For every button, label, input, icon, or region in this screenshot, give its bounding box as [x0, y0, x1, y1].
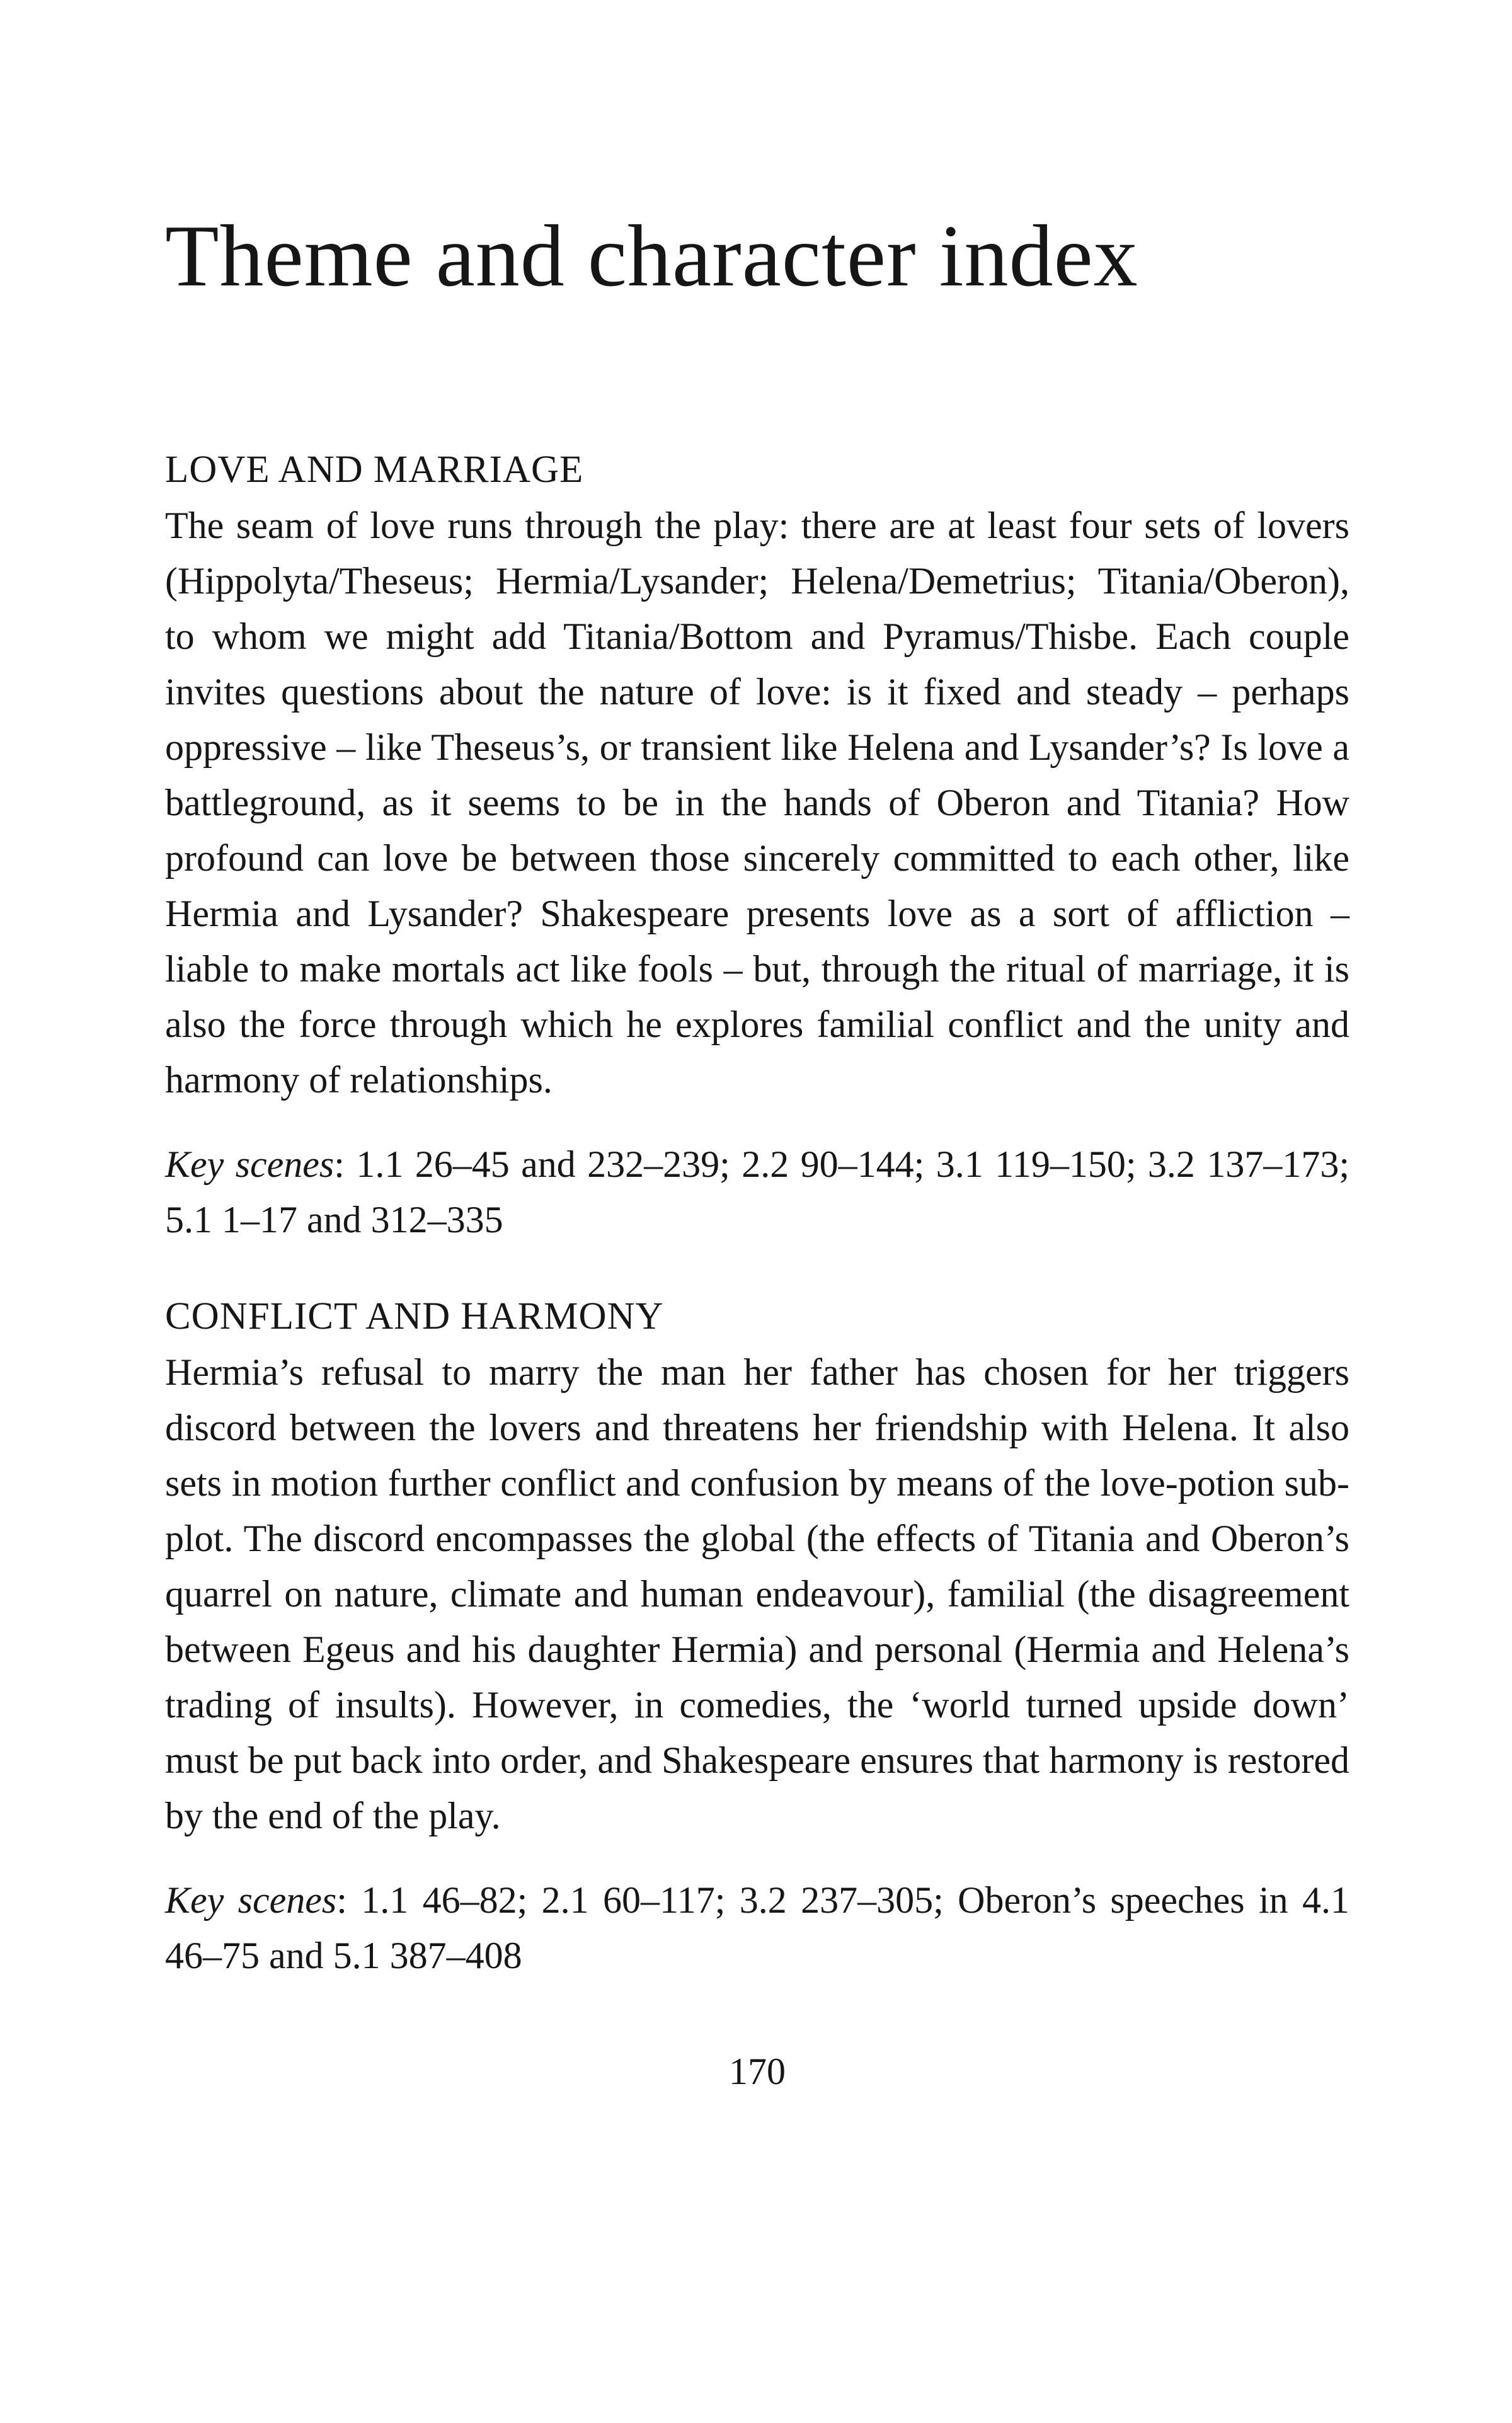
key-scenes-label: Key scenes	[165, 1879, 337, 1921]
key-scenes-label: Key scenes	[165, 1143, 335, 1185]
key-scenes-conflict-and-harmony	[165, 1872, 1349, 1983]
section-heading-love-and-marriage: LOVE AND MARRIAGE	[165, 449, 584, 491]
page-number: 170	[729, 2051, 786, 2092]
section-conflict-and-harmony	[165, 1289, 1349, 1983]
section-heading-conflict-and-harmony: CONFLICT AND HARMONY	[165, 1295, 664, 1338]
section-body-conflict-and-harmony: Hermia’s refusal to marry the man her father has chosen for her triggers discord between the lovers and threatens her friendship with Helena. It also sets in motion further conflict and confusion by means of the love-potion sub-plot. The discord encompasses the global (the effects of Titania and Oberon’s quarrel on nature, climate and human endeavour), familial (the disagreement between Egeus and his daughter Hermia) and personal (Hermia and Helena’s trading of insults). However, in comedies, the ‘world turned upside down’ must be put back into order, and Shakespeare ensures that harmony is restored by the end of the play.	[165, 1351, 1349, 1836]
section-body-love-and-marriage: The seam of love runs through the play: there are at least four sets of lovers (Hippolyta/Theseus; Hermia/Lysander; Helena/Demetrius; Titania/Oberon), to whom we might add Titania/Bottom and Pyramus/Thisbe. Each couple invites questions about the nature of love: is it fixed and steady – perhaps oppressive – like Theseus’s, or transient like Helena and Lysander’s? Is love a battleground, as it seems to be in the hands of Oberon and Titania? How profound can love be between those sincerely committed to each other, like Hermia and Lysander? Shakespeare presents love as a sort of affliction – liable to make mortals act like fools – but, through the ritual of marriage, it is also the force through which he explores familial conflict and the unity and harmony of relationships.	[165, 505, 1349, 1101]
key-scenes-love-and-marriage	[165, 1137, 1349, 1247]
key-scenes-refs: : 1.1 46–82; 2.1 60–117; 3.2 237–305; Oberon’s speeches in 4.1 46–75 and 5.1 387–408	[165, 1879, 1350, 1976]
key-scenes-refs: : 1.1 26–45 and 232–239; 2.2 90–144; 3.1 119–150; 3.2 137–173; 5.1 1–17 and 312–335	[165, 1143, 1349, 1240]
section-love-and-marriage	[165, 442, 1349, 1247]
page-title: Theme and character index	[165, 207, 1138, 305]
